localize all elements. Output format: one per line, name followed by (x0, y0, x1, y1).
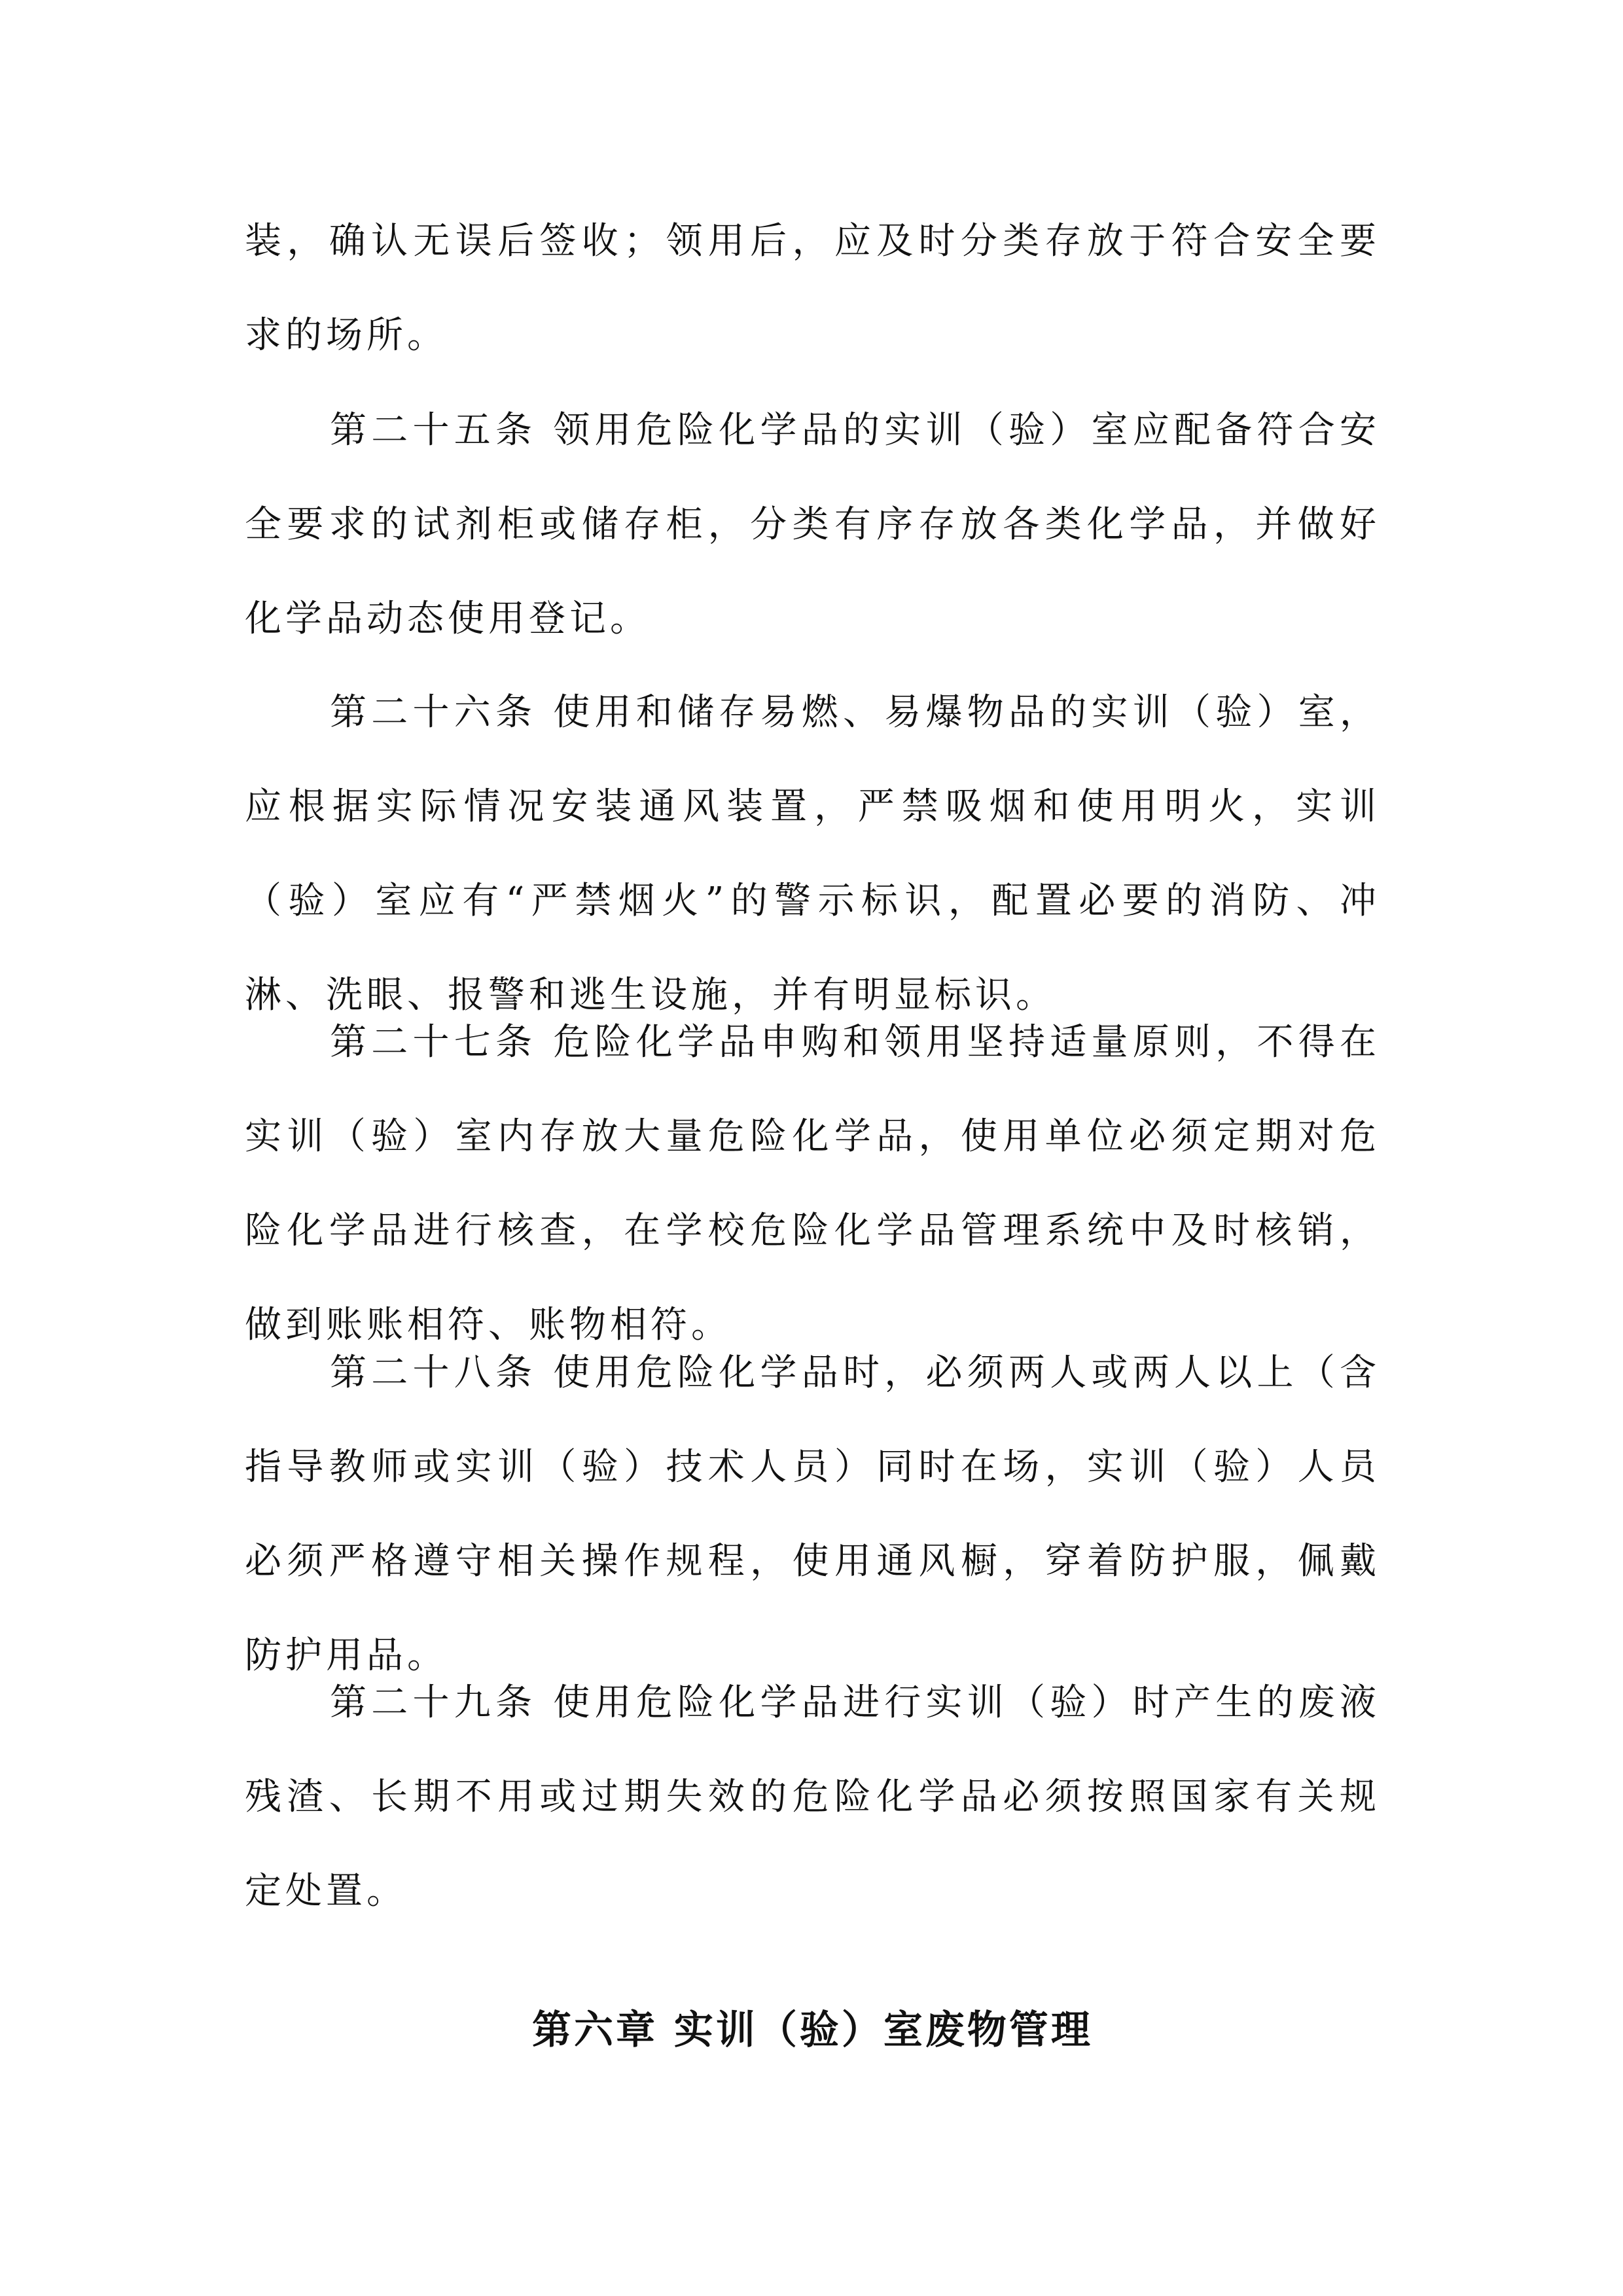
article-28: 第二十八条 使用危险化学品时，必须两人或两人以上（含指导教师或实训（验）技术人员）同时在场，实训（验）人员必须严格遵守相关操作规程，使用通风橱，穿着防护服，佩戴防护用品。 (245, 1352, 1380, 1677)
paragraph-continuation: 装，确认无误后签收；领用后，应及时分类存放于符合安全要求的场所。 (245, 220, 1380, 357)
chapter-heading: 第六章 实训（验）室废物管理 (532, 2007, 1093, 2053)
article-27: 第二十七条 危险化学品申购和领用坚持适量原则，不得在实训（验）室内存放大量危险化学品，使用单位必须定期对危险化学品进行核查，在学校危险化学品管理系统中及时核销，做到账账相符、账物相符。 (245, 1021, 1380, 1346)
article-25: 第二十五条 领用危险化学品的实训（验）室应配备符合安全要求的试剂柜或储存柜，分类有序存放各类化学品，并做好化学品动态使用登记。 (245, 409, 1380, 640)
article-29: 第二十九条 使用危险化学品进行实训（验）时产生的废液残渣、长期不用或过期失效的危险化学品必须按照国家有关规定处置。 (245, 1681, 1380, 1912)
article-26: 第二十六条 使用和储存易燃、易爆物品的实训（验）室，应根据实际情况安装通风装置，严禁吸烟和使用明火，实训（验）室应有“严禁烟火”的警示标识，配置必要的消防、冲淋、洗眼、报警和逃生设施，并有明显标识。 (245, 691, 1380, 1016)
